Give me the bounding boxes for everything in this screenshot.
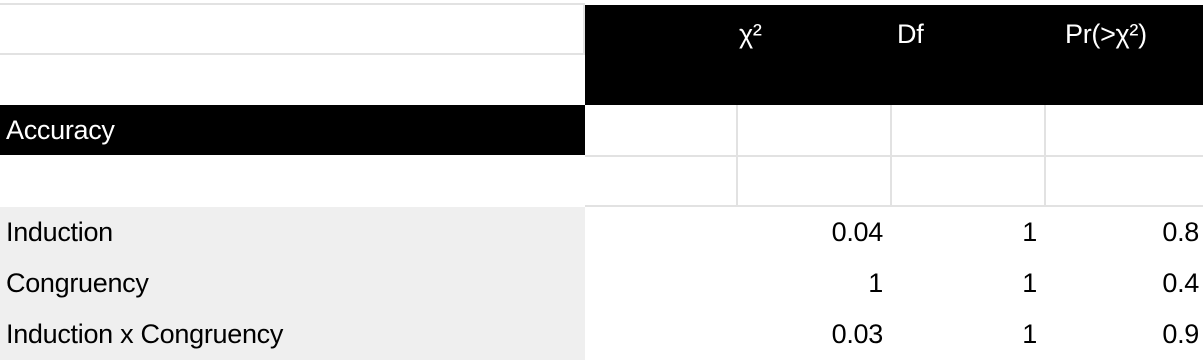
row-label-interaction: Induction x Congruency <box>6 319 284 349</box>
cell-p: 0.9 <box>1162 319 1199 349</box>
gridline <box>0 3 585 5</box>
column-header-df: Df <box>897 19 924 49</box>
section-header-accuracy: Accuracy <box>0 105 585 155</box>
row-label-congruency: Congruency <box>6 268 149 298</box>
gridline <box>1044 105 1046 205</box>
row-label-induction: Induction <box>6 217 113 247</box>
gridline <box>890 105 892 205</box>
gridline <box>0 53 585 55</box>
cell-p: 0.8 <box>1162 217 1199 247</box>
cell-df: 1 <box>1022 319 1037 349</box>
cell-chi2: 1 <box>868 268 883 298</box>
gridline <box>585 155 1203 157</box>
cell-p: 0.4 <box>1162 268 1199 298</box>
cell-chi2: 0.04 <box>831 217 883 247</box>
gridline <box>736 105 738 205</box>
cell-chi2: 0.03 <box>831 319 883 349</box>
cell-df: 1 <box>1022 217 1037 247</box>
column-header-chi2: χ² <box>739 19 762 49</box>
column-header-p: Pr(>χ²) <box>1065 19 1147 49</box>
cell-df: 1 <box>1022 268 1037 298</box>
